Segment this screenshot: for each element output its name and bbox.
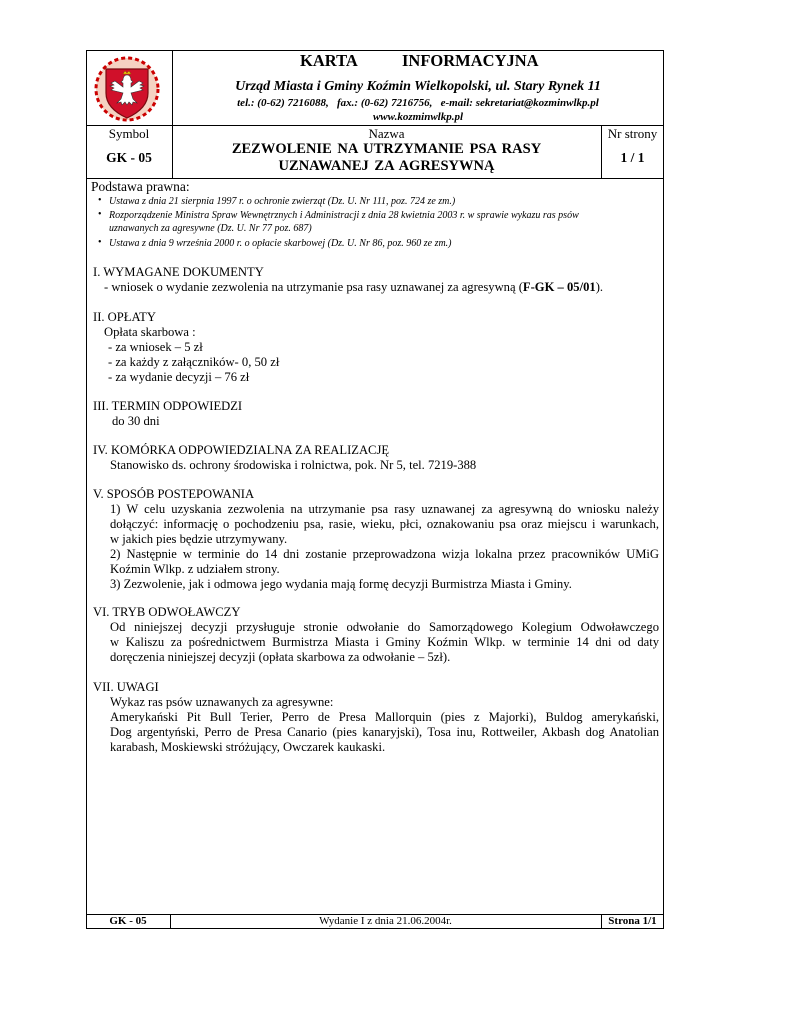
office-contact: tel.: (0-62) 7216088, fax.: (0-62) 7216756, e-mail: sekretariat@kozminwlkp.pl — [237, 97, 599, 109]
procedure-line: 2) Następnie w terminie do 14 dni zostanie przeprowadzona wizja lokalna przez pracowników UMiG — [110, 547, 659, 561]
responsible-unit: Stanowisko ds. ochrony środowiska i rolnictwa, pok. Nr 5, tel. 7219-388 — [110, 458, 477, 472]
fee-item: - za każdy z załączników- 0, 50 zł — [108, 355, 280, 369]
name-label: Nazwa — [368, 126, 405, 141]
legal-item: Ustawa z dnia 9 września 2000 r. o opłacie skarbowej (Dz. U. Nr 86, poz. 960 ze zm.) — [109, 238, 452, 249]
section-heading: VI. TRYB ODWOŁAWCZY — [93, 605, 241, 619]
required-documents-text — [104, 280, 603, 295]
section-heading: III. TERMIN ODPOWIEDZI — [93, 399, 243, 413]
procedure-line: Koźmin Wlkp. z udziałem strony. — [110, 562, 280, 576]
card-title-left: KARTA — [300, 51, 358, 70]
breeds-line: Dog argentyński, Perro de Presa Canario (pies kanaryjski), Tosa inu, Rottweiler, Akbash dog Anatolian — [110, 725, 659, 739]
required-doc-text-a: - wniosek o wydanie zezwolenia na utrzymanie psa rasy uznawanej za agresywną ( — [104, 280, 523, 294]
office-website: www.kozminwlkp.pl — [372, 111, 464, 123]
section-heading: V. SPOSÓB POSTEPOWANIA — [93, 487, 255, 501]
breeds-line: Amerykański Pit Bull Terier, Perro de Presa Mallorquin (pies z Majorki), Buldog amerykański, — [110, 710, 659, 724]
breeds-subheading: Wykaz ras psów uznawanych za agresywne: — [110, 695, 334, 709]
bullet-icon: • — [98, 195, 102, 206]
fee-item: - za wniosek – 5 zł — [108, 340, 203, 354]
required-doc-text-c: ). — [595, 280, 604, 294]
footer-edition: Wydanie I z dnia 21.06.2004r. — [319, 915, 452, 927]
page-number-value: 1 / 1 — [620, 150, 645, 165]
footer-symbol: GK - 05 — [109, 915, 147, 927]
procedure-line: 1) W celu uzyskania zezwolenia na utrzymanie psa rasy uznawanej za agresywną do wniosku należy — [110, 502, 659, 516]
section-heading: IV. KOMÓRKA ODPOWIEDZIALNA ZA REALIZACJĘ — [93, 443, 390, 457]
symbol-value: GK - 05 — [106, 150, 152, 165]
form-code: F-GK – 05/01 — [522, 280, 596, 294]
procedure-line: w jakich pies będzie utrzymywany. — [110, 532, 288, 546]
legal-heading: Podstawa prawna: — [91, 179, 190, 194]
section-heading: VII. UWAGI — [93, 680, 159, 694]
fee-item: - za wydanie decyzji – 76 zł — [108, 370, 250, 384]
appeal-line: doręczenia niniejszej decyzji (opłata skarbowa za odwołanie – 5zł). — [110, 650, 451, 664]
symbol-label: Symbol — [108, 126, 150, 141]
document-title-line2: UZNAWANEJ ZA AGRESYWNĄ — [278, 158, 495, 174]
appeal-line: w Kaliszu za pośrednictwem Burmistrza Miasta i Gminy Koźmin Wlkp. w terminie 14 dni od daty — [110, 635, 659, 649]
page-number-label: Nr strony — [607, 126, 658, 141]
procedure-line: 3) Zezwolenie, jak i odmowa jego wydania mają formę decyzji Burmistrza Miasta i Gminy. — [110, 577, 572, 591]
office-name: Urząd Miasta i Gminy Koźmin Wielkopolski, ul. Stary Rynek 11 — [235, 79, 601, 94]
legal-item: Rozporządzenie Ministra Spraw Wewnętrznych i Administracji z dnia 28 kwietnia 2003 r. w sprawie wykazu ras psów — [109, 210, 579, 221]
footer-page: Strona 1/1 — [608, 915, 657, 927]
bullet-icon: • — [98, 209, 102, 220]
card-title-right: INFORMACYJNA — [402, 51, 539, 70]
section-heading: II. OPŁATY — [93, 310, 156, 324]
legal-item: Ustawa z dnia 21 sierpnia 1997 r. o ochronie zwierząt (Dz. U. Nr 111, poz. 724 ze zm.) — [109, 196, 456, 207]
appeal-line: Od niniejszej decyzji przysługuje stronie odwołanie do Samorządowego Kolegium Odwoławczego — [110, 620, 659, 634]
response-term: do 30 dni — [112, 414, 160, 428]
procedure-line: dołączyć: informację o pochodzeniu psa, rasie, wieku, płci, oznakowaniu psa oraz miejscu i warunkach, — [110, 517, 659, 531]
document-title-line1: ZEZWOLENIE NA UTRZYMANIE PSA RASY — [231, 141, 542, 157]
legal-item-continuation: uznawanych za agresywne (Dz. U. Nr 77 poz. 687) — [109, 223, 312, 234]
coat-of-arms-logo — [93, 55, 161, 123]
bullet-icon: • — [98, 237, 102, 248]
breeds-line: karabash, Moskiewski stróżujący, Owczarek kaukaski. — [110, 740, 386, 754]
fees-subheading: Opłata skarbowa : — [104, 325, 196, 339]
section-heading: I. WYMAGANE DOKUMENTY — [93, 265, 264, 279]
